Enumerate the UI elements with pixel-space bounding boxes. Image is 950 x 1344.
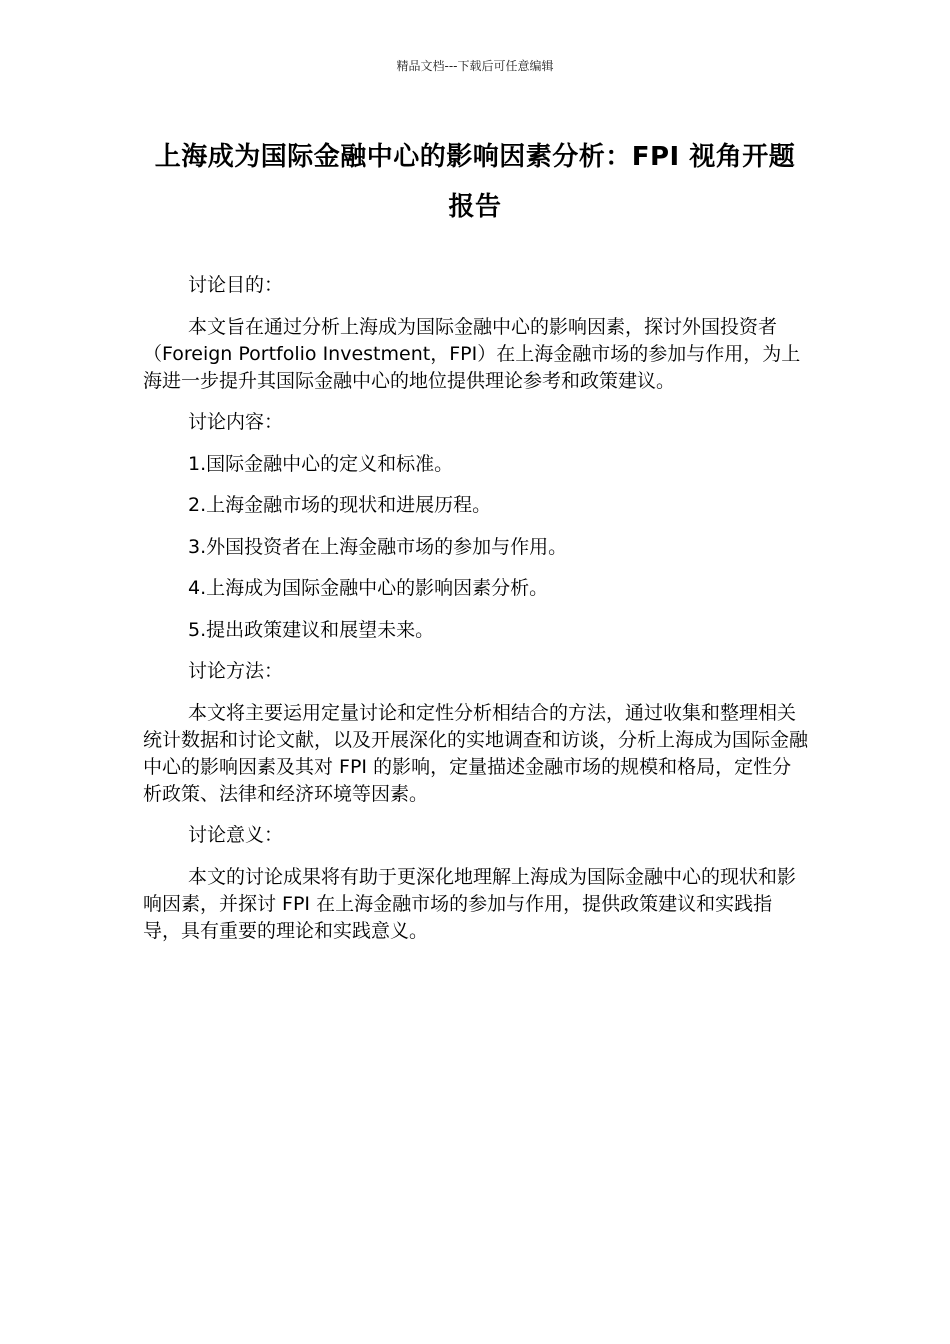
content-item-1: 1.国际金融中心的定义和标准。 xyxy=(188,452,454,475)
content-heading: 讨论内容： xyxy=(188,411,284,433)
significance-heading: 讨论意义： xyxy=(188,824,284,846)
content-item-3: 3.外国投资者在上海金融市场的参加与作用。 xyxy=(188,535,568,558)
content-item-4: 4.上海成为国际金融中心的影响因素分析。 xyxy=(188,577,549,599)
header-note: 精品文档---下载后可任意编辑 xyxy=(396,59,554,73)
method-paragraph: 本文将主要运用定量讨论和定性分析相结合的方法，通过收集和整理相关统计数据和讨论文献，以及开展深化的实地调查和访谈，分析上海成为国际金融中心的影响因素及其对 FPI 的影响，定量描述金融市场的规模和格局，定性分析政策、法律和经济环境等因素。 xyxy=(143,701,809,805)
purpose-paragraph: 本文旨在通过分析上海成为国际金融中心的影响因素，探讨外国投资者（Foreign Portfolio Investment，FPI）在上海金融市场的参加与作用，为上海进一步提升其国际金融中心的地位提供理论参考和政策建议。 xyxy=(143,315,801,392)
document-body xyxy=(143,272,809,959)
content-item-5: 5.提出政策建议和展望未来。 xyxy=(188,618,435,641)
method-heading: 讨论方法： xyxy=(188,660,284,682)
purpose-heading: 讨论目的： xyxy=(188,274,284,296)
significance-paragraph: 本文的讨论成果将有助于更深化地理解上海成为国际金融中心的现状和影响因素，并探讨 FPI 在上海金融市场的参加与作用，提供政策建议和实践指导，具有重要的理论和实践意义。 xyxy=(143,865,797,942)
content-item-2: 2.上海金融市场的现状和进展历程。 xyxy=(188,494,492,516)
document-title: 上海成为国际金融中心的影响因素分析：FPI 视角开题报告 xyxy=(154,142,796,222)
